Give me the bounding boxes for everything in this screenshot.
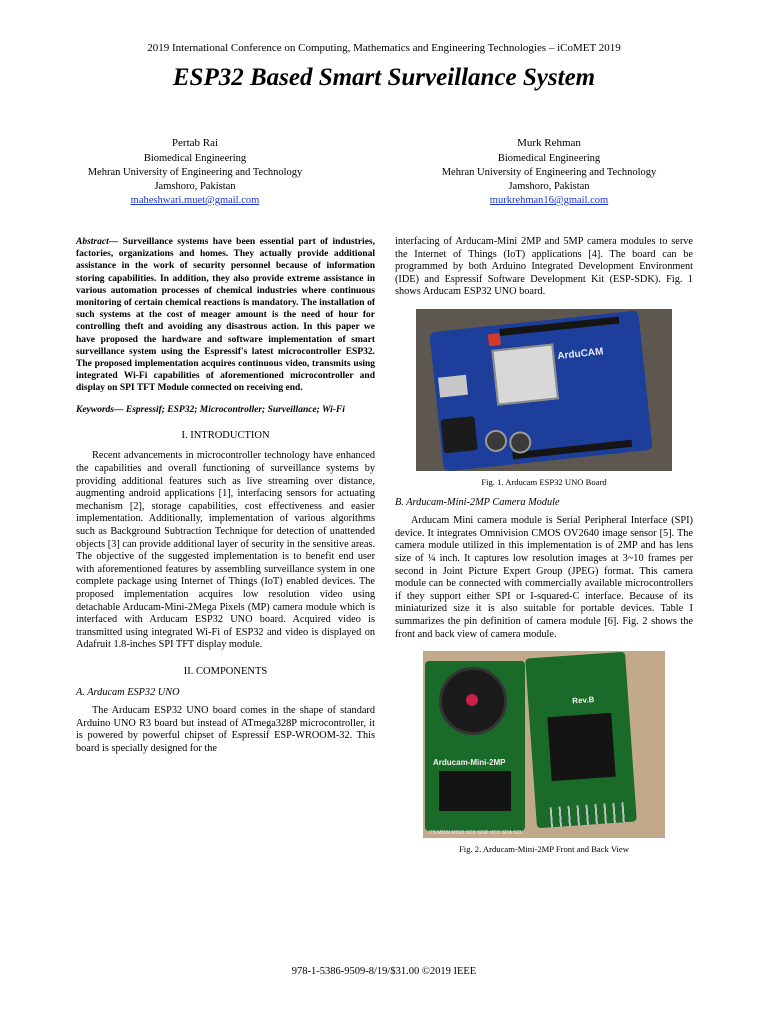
paper-title: ESP32 Based Smart Surveillance System bbox=[172, 64, 596, 91]
capacitor bbox=[484, 429, 508, 453]
introduction-paragraph: Recent advancements in microcontroller technology have enhanced the capabilities and overall functioning of surveillance systems by providing additional features such as live streaming over distance, augmenting android applications [1], interfacing sensors for actuating mechanism [2], storage capabilities, cost effectiveness and easier implementation. Additionally, implementation of various algorithms such as Background Subtraction Technique for detection of unattended objects [3] can provide additional layer of security in the sensitive areas. The objective of the suggested implementation is to benefit end user with aforementioned features by assembling surveillance system in one complete package using Internet of Things (IoT) enabled devices. The proposed implementation acquires low resolution video using detachable Arducam-Mini-2Mega Pixels (MP) camera module which is interfaced with Arducam ESP32 UNO board. Acquired video is transmitted using integrated Wi-Fi of ESP32 and video is displayed on Adafruit 1.8-inches SPI TFT display module. bbox=[76, 450, 375, 651]
camera-module-paragraph: Arducam Mini camera module is Serial Peripheral Interface (SPI) device. It integrates Omnivision CMOS OV2640 image sensor [5]. The camera module utilized in this implementation is of 2MP and has lens size of ¼ inch. It captures low resolution images at 3~10 frames per second in Joint Picture Expert Group (JPEG) format. This camera module can be connected with commercially available microcontrollers if they support either SPI or I-squared-C interface. Because of its miniaturized size it is also suitable for portable devices. Table I summarizes the pin definition of camera module [6]. Fig. 2 shows the front and back view of camera module. bbox=[395, 515, 693, 640]
header-pins bbox=[550, 802, 627, 827]
front-chip bbox=[439, 771, 511, 811]
pin-labels: CS MOSI MISO SCK GND VCC SDA SCL bbox=[429, 830, 523, 837]
right-column bbox=[395, 236, 693, 862]
left-column bbox=[76, 236, 375, 756]
author-block-1 bbox=[45, 136, 345, 208]
author-name: Pertab Rai bbox=[171, 137, 219, 149]
lens-dot bbox=[466, 694, 478, 706]
conference-header: 2019 International Conference on Computing, Mathematics and Engineering Technologies – iCoMET 2019 bbox=[147, 42, 621, 54]
section-heading-components: II. COMPONENTS bbox=[183, 665, 268, 677]
camera-front-board bbox=[425, 661, 525, 837]
author-email-link[interactable]: murkrehman16@gmail.com bbox=[489, 195, 609, 206]
abstract bbox=[76, 236, 375, 395]
author-university: Mehran University of Engineering and Technology bbox=[441, 167, 657, 178]
board-logo: ArduCAM bbox=[556, 346, 604, 363]
author-dept: Biomedical Engineering bbox=[143, 153, 247, 164]
author-dept: Biomedical Engineering bbox=[497, 153, 601, 164]
figure-2-caption: Fig. 2. Arducam-Mini-2MP Front and Back View bbox=[459, 844, 629, 855]
author-location: Jamshoro, Pakistan bbox=[508, 181, 590, 192]
author-university: Mehran University of Engineering and Technology bbox=[87, 167, 303, 178]
pin-header bbox=[499, 316, 619, 336]
figure-2-image bbox=[423, 651, 665, 838]
arducam-uno-paragraph: The Arducam ESP32 UNO board comes in the shape of standard Arduino UNO R3 board but instead of ATmega328P microcontroller, it is powered by powerful chipset of Espressif ESP-WROOM-32. This board is specially designed for the bbox=[76, 705, 375, 754]
esp32-module bbox=[491, 343, 559, 405]
subsection-heading-arducam-uno: A. Arducam ESP32 UNO bbox=[76, 686, 180, 698]
camera-back-board bbox=[525, 652, 637, 829]
camera-lens bbox=[439, 667, 507, 735]
back-chip bbox=[547, 713, 615, 781]
power-jack bbox=[440, 416, 477, 453]
figure-1-image bbox=[416, 309, 672, 471]
board-pcb bbox=[429, 310, 652, 471]
author-name: Murk Rehman bbox=[517, 137, 581, 149]
abstract-lead: Abstract— bbox=[76, 237, 119, 247]
back-board-label: Rev.B bbox=[571, 695, 595, 706]
arducam-uno-paragraph-continued: interfacing of Arducam-Mini 2MP and 5MP camera modules to serve the Internet of Things (IoT) applications [4]. The board can be programmed by both Arduino Integrated Development Environment (IDE) and Espressif Software Development Kit (ESP-SDK). Fig. 1 shows Arducam ESP32 UNO board. bbox=[395, 236, 693, 298]
author-block-2 bbox=[399, 136, 699, 208]
copyright-footer: 978-1-5386-9509-8/19/$31.00 ©2019 IEEE bbox=[291, 966, 477, 977]
abstract-text: Surveillance systems have been essential part of industries, factories, organizations and homes. They actually provide additional assistance in the work of security personnel because of information storing capabilities. In addition, they also provide extreme assistance in various automation processes of chemical industries where continuous monitoring of certain chemical reactions is mandatory. The installation of such systems at the cost of meager amount is the need of hour for controlling theft and avoiding any disastrous action. In this paper we have proposed the hardware and software implementation of smart surveillance system using the Espressif's latest microcontroller ESP32. The proposed implementation acquires continuous video, transmits using integrated Wi-Fi capabilities of aforementioned microcontroller and display on SPI TFT Module connected on receiving end. bbox=[76, 237, 375, 394]
front-board-label: Arducam-Mini-2MP bbox=[433, 758, 506, 768]
subsection-heading-camera-module: B. Arducam-Mini-2MP Camera Module bbox=[395, 496, 560, 508]
section-heading-introduction: I. INTRODUCTION bbox=[181, 429, 270, 441]
figure-1-caption: Fig. 1. Arducam ESP32 UNO Board bbox=[481, 476, 607, 487]
author-location: Jamshoro, Pakistan bbox=[154, 181, 236, 192]
author-email-link[interactable]: maheshwari.muet@gmail.com bbox=[130, 195, 260, 206]
usb-port bbox=[438, 375, 468, 398]
keywords: Keywords— Espressif; ESP32; Microcontroller; Surveillance; Wi-Fi bbox=[76, 404, 345, 415]
